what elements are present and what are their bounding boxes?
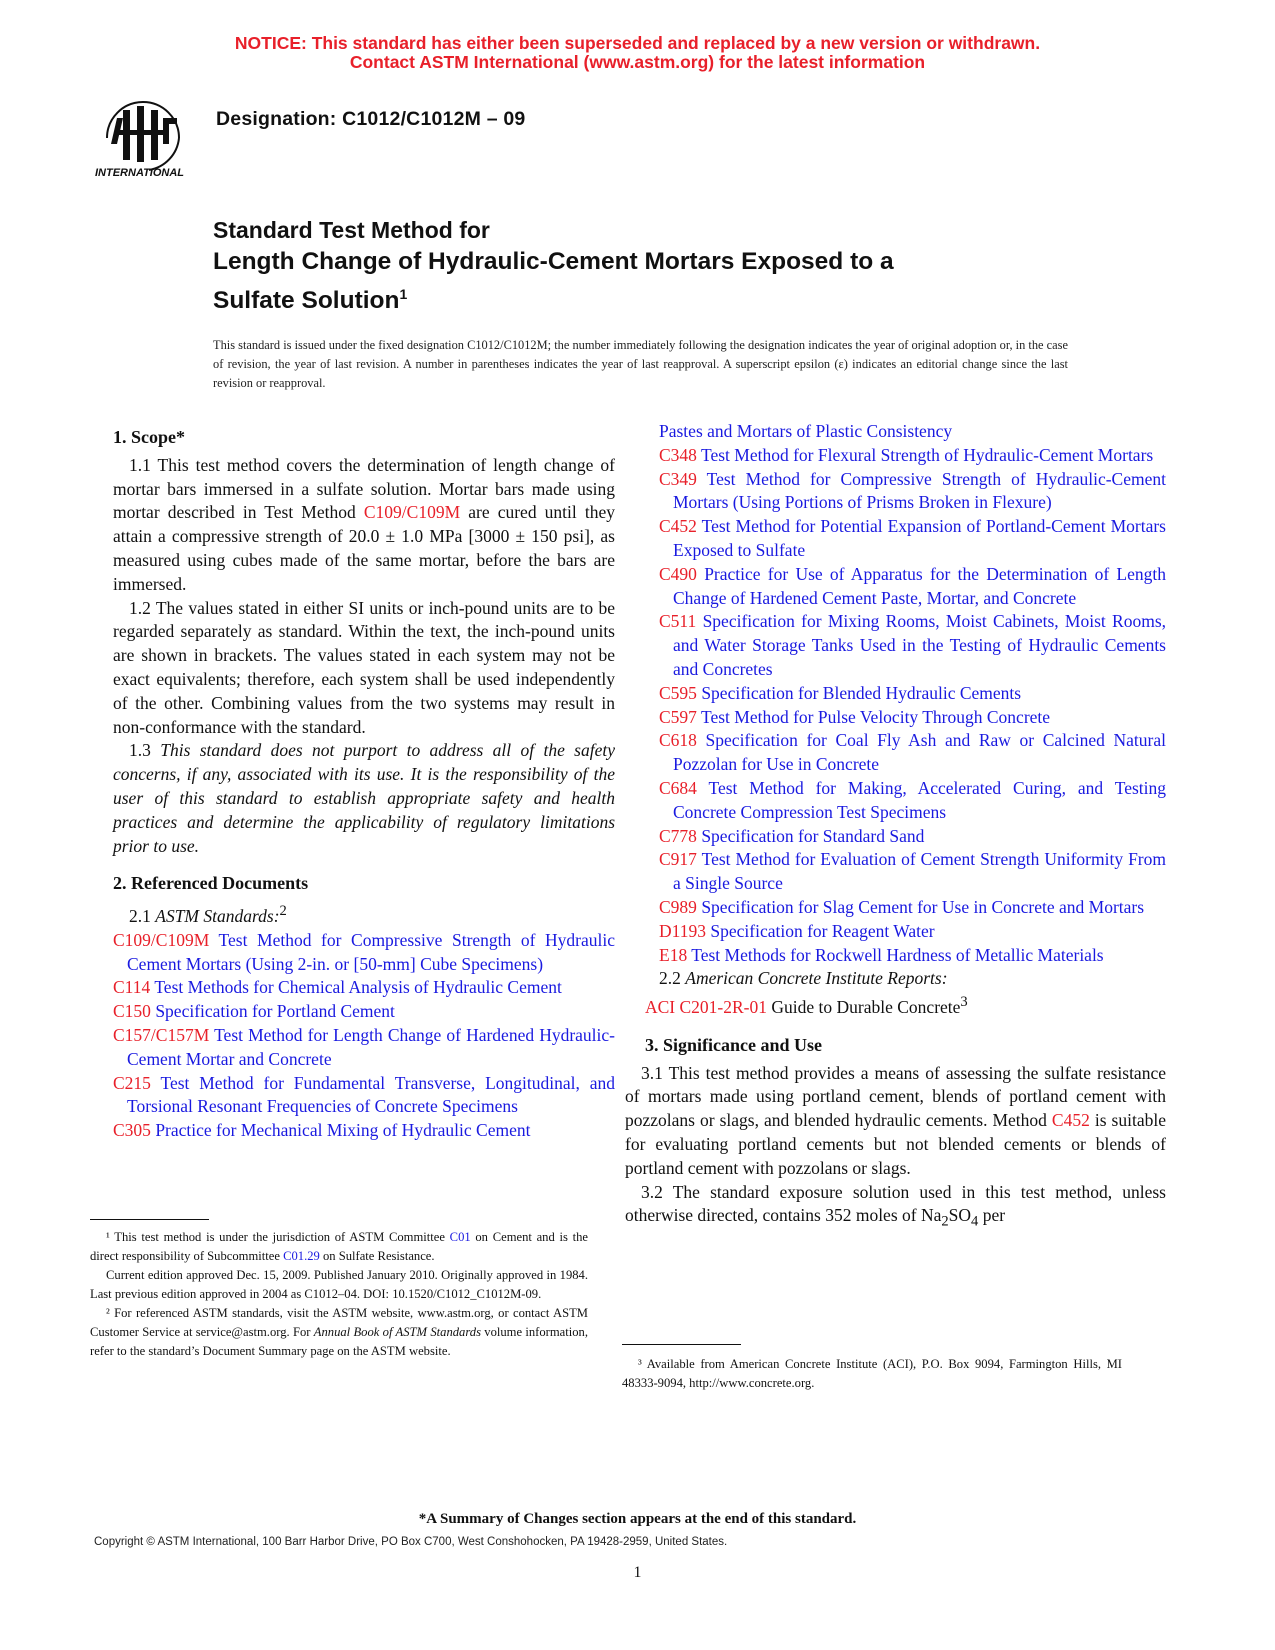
section-3-heading: 3. Significance and Use [645,1034,823,1055]
reference-title[interactable]: Specification for Slag Cement for Use in Concrete and Mortars [701,896,1145,917]
reference-item[interactable] [659,896,1166,920]
notice-line-1: NOTICE: This standard has either been superseded and replaced by a new version or withdrawn. [234,33,1041,53]
reference-item[interactable] [659,706,1166,730]
reference-item[interactable] [659,610,1166,681]
footnote-rule [90,1219,209,1220]
left-column [113,420,615,1143]
reference-title[interactable]: Test Method for Making, Accelerated Curing, and Testing Concrete Compression Test Specimens [673,777,1166,822]
section-1-heading: 1. Scope* [113,427,185,447]
footnote-1-edition: Current edition approved Dec. 15, 2009. Published January 2010. Originally approved in 1984. Last previous edition approved in 2004 as C1012–04. DOI: 10.1520/C1012_C1012M-09. [90,1268,588,1301]
reference-title[interactable]: Test Method for Flexural Strength of Hydraulic-Cement Mortars [701,444,1154,465]
section-2-heading: 2. Referenced Documents [113,873,309,894]
para-3-2-sub-1: 2 [941,1213,949,1230]
withdrawn-notice [0,34,1275,72]
para-2-1-sup: 2 [279,903,287,920]
para-2-2-label: American Concrete Institute Reports: [685,968,948,989]
reference-item[interactable] [113,929,615,977]
para-2-1-num: 2.1 [129,905,156,926]
aci-reference [645,991,1166,1020]
footnote-3: ³ Available from American Concrete Institute (ACI), P.O. Box 9094, Farmington Hills, MI 48333-9094, http://www.concrete.org. [622,1357,1122,1390]
para-3-1 [625,1062,1166,1181]
reference-code[interactable]: C349 [659,468,697,489]
link-aci-c201[interactable]: ACI C201-2R-01 [645,996,768,1017]
para-1-1-text-a: 1.1 This test method covers the determination of length change of mortar bars immersed in a sulfate solution. Mortar bars made using mortar described in Test Method [113,454,615,523]
astm-logo [93,94,197,180]
reference-code[interactable]: C684 [659,777,697,798]
reference-item[interactable] [659,944,1166,968]
reference-code[interactable]: C917 [659,849,697,870]
para-2-2-num: 2.2 [659,968,686,989]
footnote-1 [90,1228,588,1266]
document-title [213,214,1113,317]
reference-code[interactable]: C305 [113,1120,151,1141]
link-c452[interactable]: C452 [1051,1110,1090,1131]
reference-code[interactable]: C778 [659,825,697,846]
reference-code[interactable]: C490 [659,563,697,584]
footnote-1-text-c: on Sulfate Resistance. [319,1249,435,1263]
reference-title[interactable]: Specification for Blended Hydraulic Cements [701,682,1022,703]
reference-code[interactable]: D1193 [659,920,706,941]
reference-item[interactable] [659,468,1166,516]
para-1-1-text-b: are cured until they attain a compressive strength of 20.0 ± 1.0 MPa [3000 ± 150 psi], as measured using cubes made of the same mortar, before the bars are immersed. [113,502,615,594]
logo-text: INTERNATIONAL [95,167,185,179]
reference-item[interactable] [659,848,1166,896]
reference-continuation[interactable]: Pastes and Mortars of Plastic Consistency [659,421,953,441]
footnote-1-text-a: ¹ This test method is under the jurisdiction of ASTM Committee [106,1230,450,1244]
reference-title[interactable]: Test Methods for Chemical Analysis of Hydraulic Cement [154,977,562,998]
para-1-3 [113,739,615,858]
reference-title[interactable]: Test Methods for Rockwell Hardness of Metallic Materials [691,944,1104,965]
link-c01-29[interactable]: C01.29 [283,1249,320,1263]
reference-item[interactable] [113,976,615,1000]
reference-code[interactable]: C989 [659,896,697,917]
footnote-2-italic: Annual Book of ASTM Standards [313,1325,481,1339]
aci-reference-title: Guide to Durable Concrete [771,996,961,1017]
reference-item[interactable] [659,777,1166,825]
summary-of-changes-note: *A Summary of Changes section appears at the end of this standard. [418,1511,857,1527]
para-1-3-text: This standard does not purport to address all of the safety concerns, if any, associated with its use. It is the responsibility of the user of this standard to establish appropriate safety and health practices and determine the applicability of regulatory limitations prior to use. [113,740,615,856]
title-line-3 [213,278,1113,317]
para-2-1-label: ASTM Standards: [155,905,280,926]
reference-code[interactable]: C348 [659,444,697,465]
reference-title[interactable]: Test Method for Potential Expansion of Portland-Cement Mortars Exposed to Sulfate [673,516,1166,560]
para-1-1 [113,454,615,597]
reference-item[interactable] [113,1000,615,1024]
para-2-1 [113,900,615,929]
para-3-2-text-b: per [978,1205,1006,1226]
reference-code[interactable]: C618 [659,730,697,751]
footnotes-left [90,1219,588,1361]
reference-title[interactable]: Specification for Reagent Water [710,920,935,941]
reference-list-right [659,444,1166,968]
reference-title[interactable]: Test Method for Length Change of Hardened Hydraulic-Cement Mortar and Concrete [127,1024,615,1069]
reference-item[interactable] [659,515,1166,563]
reference-item[interactable] [113,1119,615,1143]
para-3-2 [625,1181,1166,1235]
aci-reference-sup: 3 [960,994,968,1011]
reference-title[interactable]: Practice for Use of Apparatus for the Determination of Length Change of Hardened Cement Paste, Mortar, and Concrete [673,563,1166,608]
reference-item[interactable] [113,1024,615,1072]
reference-title[interactable]: Practice for Mechanical Mixing of Hydraulic Cement [155,1120,531,1141]
reference-code[interactable]: C452 [659,516,697,537]
title-line-2: Length Change of Hydraulic-Cement Mortars Exposed to a [213,248,894,275]
page-number: 1 [633,1564,642,1581]
reference-code[interactable]: C215 [113,1072,151,1093]
reference-item[interactable] [659,444,1166,468]
footnote-2-text-a: ² For referenced ASTM standards, visit the ASTM website, www.astm.org, or contact ASTM Customer Service at service@astm.org. For [90,1306,588,1339]
reference-title[interactable]: Specification for Portland Cement [155,1001,395,1022]
para-3-1-text-b: is suitable for evaluating portland cements but not blended cements or blends of portland cement with pozzolans or slags. [625,1110,1166,1178]
reference-title[interactable]: Test Method for Pulse Velocity Through Concrete [701,706,1051,727]
right-column [625,420,1167,1235]
reference-code[interactable]: E18 [659,944,688,965]
para-3-2-text-mid: SO [948,1205,972,1226]
link-c109[interactable]: C109/C109M [363,502,461,523]
link-c01[interactable]: C01 [449,1230,471,1244]
reference-code[interactable]: C150 [113,1001,151,1022]
title-line-1: Standard Test Method for [213,217,490,243]
reference-code[interactable]: C597 [659,706,697,727]
reference-code[interactable]: C511 [659,611,697,632]
reference-item[interactable] [659,920,1166,944]
reference-item[interactable] [659,563,1166,611]
footnotes-right [622,1344,1122,1393]
reference-item[interactable] [659,682,1166,706]
footnote-1-text-b: on Cement and is the direct responsibility of Subcommittee [90,1230,588,1263]
reference-item[interactable] [659,729,1166,777]
reference-item[interactable] [113,1072,615,1120]
para-1-2: 1.2 The values stated in either SI units or inch-pound units are to be regarded separately as standard. Within the text, the inch-pound units are shown in brackets. The values stated in each system may not be exact equivalents; therefore, each system shall be used independently of the other. Combining values from the two systems may result in non-conformance with the standard. [113,597,615,737]
reference-title[interactable]: Test Method for Evaluation of Cement Strength Uniformity From a Single Source [673,849,1166,894]
reference-title[interactable]: Specification for Mixing Rooms, Moist Cabinets, Moist Rooms, and Water Storage Tanks Used in the Testing of Hydraulic Cements and Concretes [673,611,1167,679]
notice-line-2: Contact ASTM International (www.astm.org) for the latest information [349,52,926,72]
para-3-2-sub-2: 4 [971,1213,979,1230]
para-1-3-num: 1.3 [129,740,161,761]
reference-item[interactable] [659,825,1166,849]
reference-title[interactable]: Specification for Coal Fly Ash and Raw or Calcined Natural Pozzolan for Use in Concrete [673,730,1166,775]
title-line-3-text: Sulfate Solution [213,287,400,315]
reference-code[interactable]: C595 [659,682,697,703]
footnote-2-text-b: volume information, refer to the standard’s Document Summary page on the ASTM website. [90,1325,588,1358]
reference-code[interactable]: C157/C157M [113,1024,210,1045]
title-footnote-mark: 1 [399,286,408,302]
para-2-2 [645,967,1166,991]
para-3-2-text-a: 3.2 The standard exposure solution used in this test method, unless otherwise directed, contains 352 moles of Na [625,1181,1166,1226]
issued-note: This standard is issued under the fixed designation C1012/C1012M; the number immediately following the designation indicates the year of original adoption or, in the case of revision, the year of last revision. A number in parentheses indicates the year of last reapproval. A superscript epsilon (ε) indicates an editorial change since the last revision or reapproval. [213,338,1068,390]
reference-title[interactable]: Test Method for Compressive Strength of Hydraulic-Cement Mortars (Using Portions of Prisms Broken in Flexure) [673,468,1166,513]
reference-title[interactable]: Test Method for Fundamental Transverse, Longitudinal, and Torsional Resonant Frequencies of Concrete Specimens [127,1072,615,1117]
copyright: Copyright © ASTM International, 100 Barr Harbor Drive, PO Box C700, West Conshohocken, PA 19428-2959, United States. [94,1536,728,1548]
footnote-2 [90,1304,588,1361]
reference-list-left [113,929,615,1143]
reference-code[interactable]: C114 [113,977,151,998]
footnote-rule [622,1344,741,1345]
astm-logo-mark [93,94,197,180]
para-3-1-text-a: 3.1 This test method provides a means of assessing the sulfate resistance of mortars made using portland cement, blends of portland cement with pozzolans or slags, and blended hydraulic cements. Method [625,1062,1166,1131]
reference-code[interactable]: C109/C109M [113,929,210,950]
reference-title[interactable]: Test Method for Compressive Strength of Hydraulic Cement Mortars (Using 2-in. or [50-mm] Cube Specimens) [127,929,615,974]
reference-title[interactable]: Specification for Standard Sand [701,825,925,846]
designation: Designation: C1012/C1012M – 09 [216,108,526,130]
